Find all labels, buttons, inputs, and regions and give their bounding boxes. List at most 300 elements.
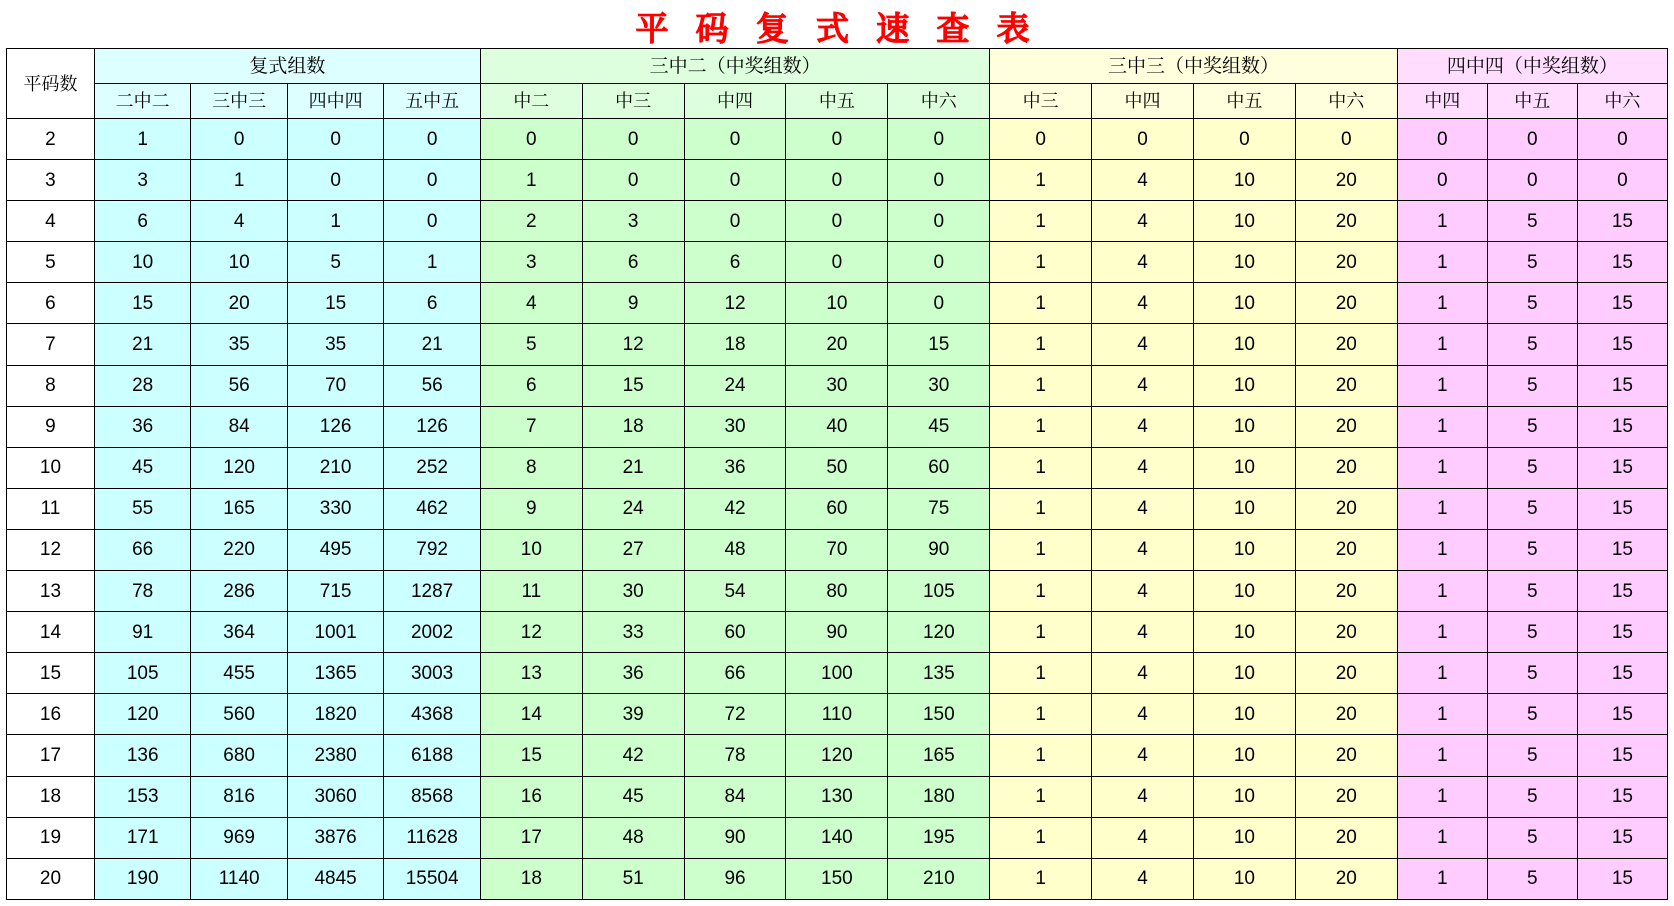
row-label-cell: 12 (7, 529, 95, 570)
cell-fushi-3: 56 (384, 365, 481, 406)
cell-s32-4: 0 (888, 119, 990, 160)
cell-s32-1: 36 (582, 653, 684, 694)
cell-s32-1: 24 (582, 488, 684, 529)
cell-s33-3: 20 (1295, 365, 1397, 406)
cell-s32-3: 0 (786, 119, 888, 160)
cell-s32-1: 39 (582, 694, 684, 735)
cell-s32-4: 135 (888, 653, 990, 694)
col-header-s32-4: 中六 (888, 84, 990, 119)
cell-fushi-0: 6 (94, 201, 190, 242)
cell-fushi-0: 1 (94, 119, 190, 160)
cell-s33-1: 4 (1092, 242, 1194, 283)
cell-s44-1: 5 (1487, 447, 1577, 488)
cell-s33-2: 10 (1193, 529, 1295, 570)
cell-s44-1: 5 (1487, 324, 1577, 365)
cell-s33-3: 0 (1295, 119, 1397, 160)
cell-s33-3: 20 (1295, 201, 1397, 242)
cell-fushi-2: 35 (287, 324, 383, 365)
cell-s32-2: 78 (684, 735, 786, 776)
cell-s32-1: 6 (582, 242, 684, 283)
cell-s33-0: 1 (990, 817, 1092, 858)
cell-s32-4: 165 (888, 735, 990, 776)
cell-s32-3: 20 (786, 324, 888, 365)
cell-fushi-0: 136 (94, 735, 190, 776)
cell-fushi-2: 0 (287, 119, 383, 160)
cell-s33-0: 1 (990, 283, 1092, 324)
cell-s33-1: 4 (1092, 488, 1194, 529)
cell-s44-1: 5 (1487, 488, 1577, 529)
cell-fushi-3: 6188 (384, 735, 481, 776)
cell-s32-1: 33 (582, 612, 684, 653)
cell-s32-0: 14 (480, 694, 582, 735)
cell-s44-1: 5 (1487, 653, 1577, 694)
col-header-s33-1: 中四 (1092, 84, 1194, 119)
cell-s33-1: 4 (1092, 529, 1194, 570)
cell-s32-2: 48 (684, 529, 786, 570)
cell-s32-3: 150 (786, 858, 888, 899)
cell-fushi-2: 1 (287, 201, 383, 242)
cell-fushi-0: 55 (94, 488, 190, 529)
cell-s33-1: 4 (1092, 612, 1194, 653)
row-label-cell: 15 (7, 653, 95, 694)
cell-fushi-3: 15504 (384, 858, 481, 899)
cell-s32-4: 30 (888, 365, 990, 406)
cell-s32-2: 72 (684, 694, 786, 735)
cell-s44-0: 1 (1397, 283, 1487, 324)
row-label-cell: 16 (7, 694, 95, 735)
cell-s32-0: 15 (480, 735, 582, 776)
row-label-cell: 14 (7, 612, 95, 653)
table-header (7, 49, 1668, 119)
cell-s33-2: 0 (1193, 119, 1295, 160)
cell-s33-0: 1 (990, 776, 1092, 817)
cell-fushi-2: 126 (287, 406, 383, 447)
cell-s32-3: 80 (786, 571, 888, 612)
cell-s33-0: 1 (990, 653, 1092, 694)
cell-fushi-3: 1 (384, 242, 481, 283)
cell-s32-2: 60 (684, 612, 786, 653)
col-header-s44-0: 中四 (1397, 84, 1487, 119)
cell-s32-4: 0 (888, 160, 990, 201)
cell-fushi-1: 84 (191, 406, 287, 447)
cell-s44-1: 5 (1487, 406, 1577, 447)
cell-s33-3: 20 (1295, 653, 1397, 694)
row-label-cell: 6 (7, 283, 95, 324)
cell-fushi-3: 21 (384, 324, 481, 365)
cell-fushi-3: 0 (384, 119, 481, 160)
cell-s32-2: 90 (684, 817, 786, 858)
table-row (7, 488, 1668, 529)
group-header-sizhongsi: 四中四（中奖组数） (1397, 49, 1667, 84)
cell-s32-0: 12 (480, 612, 582, 653)
cell-fushi-0: 78 (94, 571, 190, 612)
cell-s33-0: 1 (990, 447, 1092, 488)
row-label-cell: 10 (7, 447, 95, 488)
cell-fushi-3: 462 (384, 488, 481, 529)
cell-fushi-1: 220 (191, 529, 287, 570)
cell-s44-1: 5 (1487, 242, 1577, 283)
cell-s33-0: 1 (990, 406, 1092, 447)
table-row (7, 365, 1668, 406)
cell-s33-1: 4 (1092, 447, 1194, 488)
cell-fushi-2: 1820 (287, 694, 383, 735)
cell-s32-4: 60 (888, 447, 990, 488)
table-row (7, 447, 1668, 488)
cell-s32-0: 0 (480, 119, 582, 160)
cell-s33-2: 10 (1193, 776, 1295, 817)
cell-fushi-3: 0 (384, 201, 481, 242)
cell-s33-3: 20 (1295, 694, 1397, 735)
cell-s33-1: 4 (1092, 858, 1194, 899)
row-label-cell: 13 (7, 571, 95, 612)
table-row (7, 817, 1668, 858)
cell-s32-0: 13 (480, 653, 582, 694)
cell-s32-0: 11 (480, 571, 582, 612)
cell-s32-1: 27 (582, 529, 684, 570)
cell-fushi-0: 10 (94, 242, 190, 283)
col-header-s32-3: 中五 (786, 84, 888, 119)
cell-fushi-2: 5 (287, 242, 383, 283)
cell-s32-3: 50 (786, 447, 888, 488)
cell-s32-0: 1 (480, 160, 582, 201)
table-row (7, 119, 1668, 160)
cell-fushi-1: 560 (191, 694, 287, 735)
cell-s44-1: 5 (1487, 283, 1577, 324)
cell-s44-1: 0 (1487, 160, 1577, 201)
cell-fushi-0: 21 (94, 324, 190, 365)
cell-fushi-2: 3060 (287, 776, 383, 817)
cell-s32-0: 2 (480, 201, 582, 242)
cell-s33-2: 10 (1193, 735, 1295, 776)
cell-s32-3: 0 (786, 201, 888, 242)
col-header-fushi-3: 五中五 (384, 84, 481, 119)
cell-s33-1: 4 (1092, 201, 1194, 242)
table-row (7, 201, 1668, 242)
cell-fushi-0: 15 (94, 283, 190, 324)
cell-s33-3: 20 (1295, 488, 1397, 529)
cell-s44-2: 15 (1577, 858, 1667, 899)
cell-s44-2: 15 (1577, 365, 1667, 406)
cell-fushi-2: 0 (287, 160, 383, 201)
cell-s32-0: 4 (480, 283, 582, 324)
cell-s33-1: 4 (1092, 160, 1194, 201)
cell-s32-1: 21 (582, 447, 684, 488)
cell-fushi-2: 3876 (287, 817, 383, 858)
cell-fushi-0: 28 (94, 365, 190, 406)
cell-s32-4: 45 (888, 406, 990, 447)
col-header-s44-1: 中五 (1487, 84, 1577, 119)
cell-s32-4: 120 (888, 612, 990, 653)
col-header-s32-0: 中二 (480, 84, 582, 119)
cell-s32-4: 0 (888, 283, 990, 324)
cell-s32-0: 17 (480, 817, 582, 858)
cell-s33-1: 4 (1092, 571, 1194, 612)
cell-s33-3: 20 (1295, 776, 1397, 817)
cell-s44-0: 1 (1397, 776, 1487, 817)
cell-fushi-3: 6 (384, 283, 481, 324)
col-header-fushi-1: 三中三 (191, 84, 287, 119)
col-header-s33-0: 中三 (990, 84, 1092, 119)
col-header-s33-3: 中六 (1295, 84, 1397, 119)
table-body (7, 119, 1668, 900)
cell-fushi-2: 330 (287, 488, 383, 529)
cell-s33-0: 0 (990, 119, 1092, 160)
cell-s44-0: 1 (1397, 571, 1487, 612)
cell-s44-2: 15 (1577, 776, 1667, 817)
cell-s32-2: 36 (684, 447, 786, 488)
cell-s44-0: 1 (1397, 406, 1487, 447)
cell-s33-1: 4 (1092, 324, 1194, 365)
cell-s32-3: 110 (786, 694, 888, 735)
row-label-cell: 20 (7, 858, 95, 899)
cell-s32-3: 0 (786, 160, 888, 201)
cell-s32-1: 0 (582, 119, 684, 160)
cell-s44-0: 1 (1397, 242, 1487, 283)
cell-s32-0: 7 (480, 406, 582, 447)
cell-s33-2: 10 (1193, 324, 1295, 365)
cell-s33-0: 1 (990, 694, 1092, 735)
cell-s33-1: 4 (1092, 365, 1194, 406)
cell-s44-0: 1 (1397, 488, 1487, 529)
table-row (7, 529, 1668, 570)
cell-s33-0: 1 (990, 488, 1092, 529)
cell-s44-1: 5 (1487, 694, 1577, 735)
cell-fushi-2: 210 (287, 447, 383, 488)
cell-s32-1: 9 (582, 283, 684, 324)
row-label-cell: 3 (7, 160, 95, 201)
cell-s33-0: 1 (990, 242, 1092, 283)
row-label-cell: 4 (7, 201, 95, 242)
cell-s32-1: 0 (582, 160, 684, 201)
cell-fushi-0: 36 (94, 406, 190, 447)
cell-s32-1: 42 (582, 735, 684, 776)
cell-s32-0: 18 (480, 858, 582, 899)
table-row (7, 160, 1668, 201)
cell-s33-3: 20 (1295, 858, 1397, 899)
cell-s32-2: 18 (684, 324, 786, 365)
cell-fushi-3: 252 (384, 447, 481, 488)
cell-s32-0: 3 (480, 242, 582, 283)
cell-s33-3: 20 (1295, 324, 1397, 365)
group-header-fushi: 复式组数 (94, 49, 480, 84)
cell-fushi-0: 45 (94, 447, 190, 488)
cell-fushi-3: 0 (384, 160, 481, 201)
cell-fushi-0: 120 (94, 694, 190, 735)
cell-s32-4: 75 (888, 488, 990, 529)
cell-s44-0: 1 (1397, 365, 1487, 406)
table-row (7, 324, 1668, 365)
row-header-label: 平码数 (7, 49, 95, 119)
cell-s44-0: 1 (1397, 817, 1487, 858)
cell-fushi-1: 10 (191, 242, 287, 283)
cell-s32-2: 42 (684, 488, 786, 529)
cell-s33-3: 20 (1295, 283, 1397, 324)
column-header-row (7, 84, 1668, 119)
cell-fushi-3: 4368 (384, 694, 481, 735)
cell-s32-3: 120 (786, 735, 888, 776)
cell-s32-3: 0 (786, 242, 888, 283)
cell-s32-4: 150 (888, 694, 990, 735)
cell-s32-2: 6 (684, 242, 786, 283)
cell-s32-4: 105 (888, 571, 990, 612)
group-header-sanzhonger: 三中二（中奖组数） (480, 49, 989, 84)
cell-s32-3: 30 (786, 365, 888, 406)
col-header-s44-2: 中六 (1577, 84, 1667, 119)
cell-s32-1: 30 (582, 571, 684, 612)
cell-s44-0: 1 (1397, 694, 1487, 735)
cell-s44-1: 5 (1487, 571, 1577, 612)
cell-s44-2: 15 (1577, 283, 1667, 324)
cell-s32-0: 9 (480, 488, 582, 529)
cell-s33-3: 20 (1295, 242, 1397, 283)
cell-s33-3: 20 (1295, 735, 1397, 776)
cell-s32-3: 140 (786, 817, 888, 858)
cell-s44-0: 0 (1397, 119, 1487, 160)
cell-s44-2: 15 (1577, 817, 1667, 858)
cell-s44-1: 0 (1487, 119, 1577, 160)
table-row (7, 653, 1668, 694)
table-row (7, 571, 1668, 612)
cell-s32-2: 30 (684, 406, 786, 447)
cell-fushi-1: 1 (191, 160, 287, 201)
cell-s44-2: 15 (1577, 529, 1667, 570)
cell-s44-2: 0 (1577, 160, 1667, 201)
cell-s32-2: 54 (684, 571, 786, 612)
cell-s44-2: 15 (1577, 612, 1667, 653)
cell-s33-2: 10 (1193, 858, 1295, 899)
table-row (7, 694, 1668, 735)
cell-s32-2: 0 (684, 201, 786, 242)
cell-fushi-1: 680 (191, 735, 287, 776)
cell-s33-2: 10 (1193, 447, 1295, 488)
cell-s32-2: 96 (684, 858, 786, 899)
cell-fushi-0: 105 (94, 653, 190, 694)
row-label-cell: 17 (7, 735, 95, 776)
cell-s44-1: 5 (1487, 612, 1577, 653)
cell-s33-3: 20 (1295, 447, 1397, 488)
row-label-cell: 9 (7, 406, 95, 447)
cell-s32-2: 24 (684, 365, 786, 406)
cell-s33-0: 1 (990, 201, 1092, 242)
cell-fushi-2: 495 (287, 529, 383, 570)
col-header-fushi-0: 二中二 (94, 84, 190, 119)
cell-s44-0: 1 (1397, 201, 1487, 242)
cell-s44-0: 1 (1397, 735, 1487, 776)
cell-s44-1: 5 (1487, 817, 1577, 858)
row-label-cell: 7 (7, 324, 95, 365)
cell-s32-3: 70 (786, 529, 888, 570)
cell-s44-2: 15 (1577, 201, 1667, 242)
cell-s33-2: 10 (1193, 612, 1295, 653)
cell-fushi-1: 816 (191, 776, 287, 817)
cell-s32-1: 15 (582, 365, 684, 406)
cell-s32-1: 12 (582, 324, 684, 365)
cell-fushi-3: 3003 (384, 653, 481, 694)
cell-s44-0: 0 (1397, 160, 1487, 201)
cell-s33-3: 20 (1295, 612, 1397, 653)
cell-s44-2: 0 (1577, 119, 1667, 160)
cell-fushi-0: 66 (94, 529, 190, 570)
cell-s33-2: 10 (1193, 160, 1295, 201)
cell-s33-2: 10 (1193, 201, 1295, 242)
cell-fushi-3: 1287 (384, 571, 481, 612)
cell-fushi-3: 2002 (384, 612, 481, 653)
table-row (7, 283, 1668, 324)
cell-fushi-0: 171 (94, 817, 190, 858)
cell-fushi-1: 20 (191, 283, 287, 324)
cell-s32-3: 40 (786, 406, 888, 447)
cell-fushi-3: 792 (384, 529, 481, 570)
col-header-s32-2: 中四 (684, 84, 786, 119)
cell-s44-2: 15 (1577, 735, 1667, 776)
cell-s32-0: 6 (480, 365, 582, 406)
cell-s33-2: 10 (1193, 365, 1295, 406)
cell-fushi-1: 969 (191, 817, 287, 858)
cell-s33-1: 4 (1092, 283, 1194, 324)
cell-fushi-0: 190 (94, 858, 190, 899)
cell-s33-0: 1 (990, 160, 1092, 201)
cell-s33-2: 10 (1193, 242, 1295, 283)
cell-s32-3: 60 (786, 488, 888, 529)
cell-s32-1: 51 (582, 858, 684, 899)
cell-s33-3: 20 (1295, 817, 1397, 858)
row-label-cell: 18 (7, 776, 95, 817)
cell-s33-1: 0 (1092, 119, 1194, 160)
cell-s32-1: 18 (582, 406, 684, 447)
group-header-row (7, 49, 1668, 84)
cell-s33-2: 10 (1193, 817, 1295, 858)
cell-s32-1: 3 (582, 201, 684, 242)
cell-fushi-2: 2380 (287, 735, 383, 776)
table-row (7, 242, 1668, 283)
page-title: 平 码 复 式 速 查 表 (635, 9, 1039, 47)
cell-s32-4: 195 (888, 817, 990, 858)
cell-s33-0: 1 (990, 571, 1092, 612)
cell-s32-4: 0 (888, 242, 990, 283)
cell-s33-1: 4 (1092, 406, 1194, 447)
cell-fushi-3: 126 (384, 406, 481, 447)
cell-s44-1: 5 (1487, 365, 1577, 406)
cell-s33-1: 4 (1092, 735, 1194, 776)
cell-fushi-2: 4845 (287, 858, 383, 899)
cell-s44-0: 1 (1397, 324, 1487, 365)
cell-s44-2: 15 (1577, 447, 1667, 488)
cell-fushi-1: 364 (191, 612, 287, 653)
cell-s33-1: 4 (1092, 817, 1194, 858)
cell-s44-1: 5 (1487, 735, 1577, 776)
cell-s32-4: 15 (888, 324, 990, 365)
group-header-sanzhongsan: 三中三（中奖组数） (990, 49, 1397, 84)
cell-s33-0: 1 (990, 529, 1092, 570)
cell-s33-3: 20 (1295, 160, 1397, 201)
cell-s32-3: 100 (786, 653, 888, 694)
cell-s33-2: 10 (1193, 571, 1295, 612)
cell-fushi-1: 165 (191, 488, 287, 529)
cell-s32-3: 130 (786, 776, 888, 817)
row-label-cell: 8 (7, 365, 95, 406)
cell-fushi-2: 1365 (287, 653, 383, 694)
cell-fushi-0: 91 (94, 612, 190, 653)
row-label-cell: 2 (7, 119, 95, 160)
cell-s32-4: 210 (888, 858, 990, 899)
row-label-cell: 5 (7, 242, 95, 283)
table-row (7, 735, 1668, 776)
cell-fushi-0: 3 (94, 160, 190, 201)
title-bar (6, 4, 1668, 48)
table-row (7, 776, 1668, 817)
cell-fushi-2: 715 (287, 571, 383, 612)
col-header-s32-1: 中三 (582, 84, 684, 119)
